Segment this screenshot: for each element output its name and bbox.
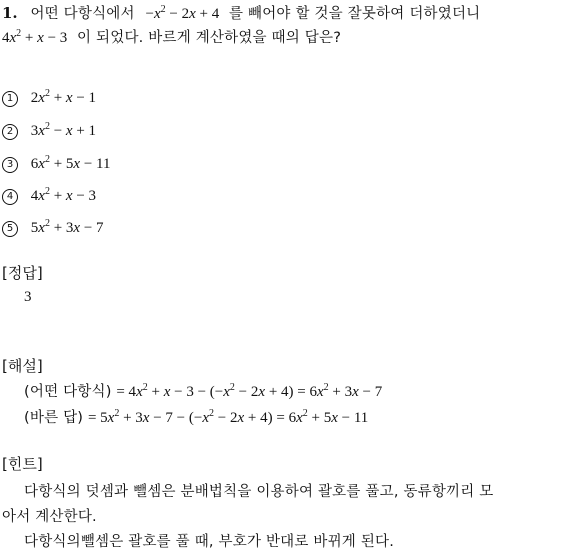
option-3[interactable] [2,154,111,173]
question-line-1 [2,2,480,23]
option-marker-5: 5 [2,221,18,237]
question-text-prefix: 어떤 다항식에서 [30,6,135,22]
option-marker-2: 2 [2,124,18,140]
option-text-1: $2x^2 + x - 1$ [30,88,97,106]
explanation-line-2 [24,406,368,427]
answer-heading: [정답] [2,264,43,282]
option-5[interactable] [2,218,104,237]
option-marker-3: 3 [2,157,18,173]
hint-heading: [힌트] [2,455,43,473]
explanation-label-2: (바른 답) [24,410,84,426]
option-4[interactable] [2,186,96,205]
question-number: 1. [2,4,18,22]
option-1[interactable] [2,88,96,107]
explanation-line-1 [24,380,382,401]
question-text-end: 이 되었다. 바르게 계산하였을 때의 답은? [77,30,342,46]
question-subtracted-polynomial: $-x^2 - 2x + 4$ [145,4,223,22]
option-marker-1: 1 [2,91,18,107]
question-wrong-result: $4x^2 + x - 3$ [2,28,72,46]
explanation-expr-1: = $4x^2 + x - 3 - (-x^2 - 2x + 4) = 6x^2 + 3x - 7$ [116,382,383,400]
explanation-label-1: (어떤 다항식) [24,384,112,400]
answer-value: 3 [24,289,32,305]
option-text-2: $3x^2 - x + 1$ [30,121,97,139]
option-text-5: $5x^2 + 3x - 7$ [30,218,104,236]
question-line-2 [2,26,341,47]
option-2[interactable] [2,121,96,140]
explanation-heading: [해설] [2,357,43,375]
hint-line-1: 다항식의 덧셈과 뺄셈은 분배법칙을 이용하여 괄호를 풀고, 동류항끼리 모 [24,484,494,500]
hint-line-2: 아서 계산한다. [2,509,97,525]
question-text-suffix: 를 빼어야 할 것을 잘못하여 더하였더니 [229,6,481,22]
option-marker-4: 4 [2,189,18,205]
hint-line-3: 다항식의뺄셈은 괄호를 풀 때, 부호가 반대로 바뀌게 된다. [24,534,395,550]
explanation-expr-2: = $5x^2 + 3x - 7 - (-x^2 - 2x + 4) = 6x^2 + 5x - 11$ [87,408,369,426]
option-text-4: $4x^2 + x - 3$ [30,186,97,204]
option-text-3: $6x^2 + 5x - 11$ [30,154,111,172]
